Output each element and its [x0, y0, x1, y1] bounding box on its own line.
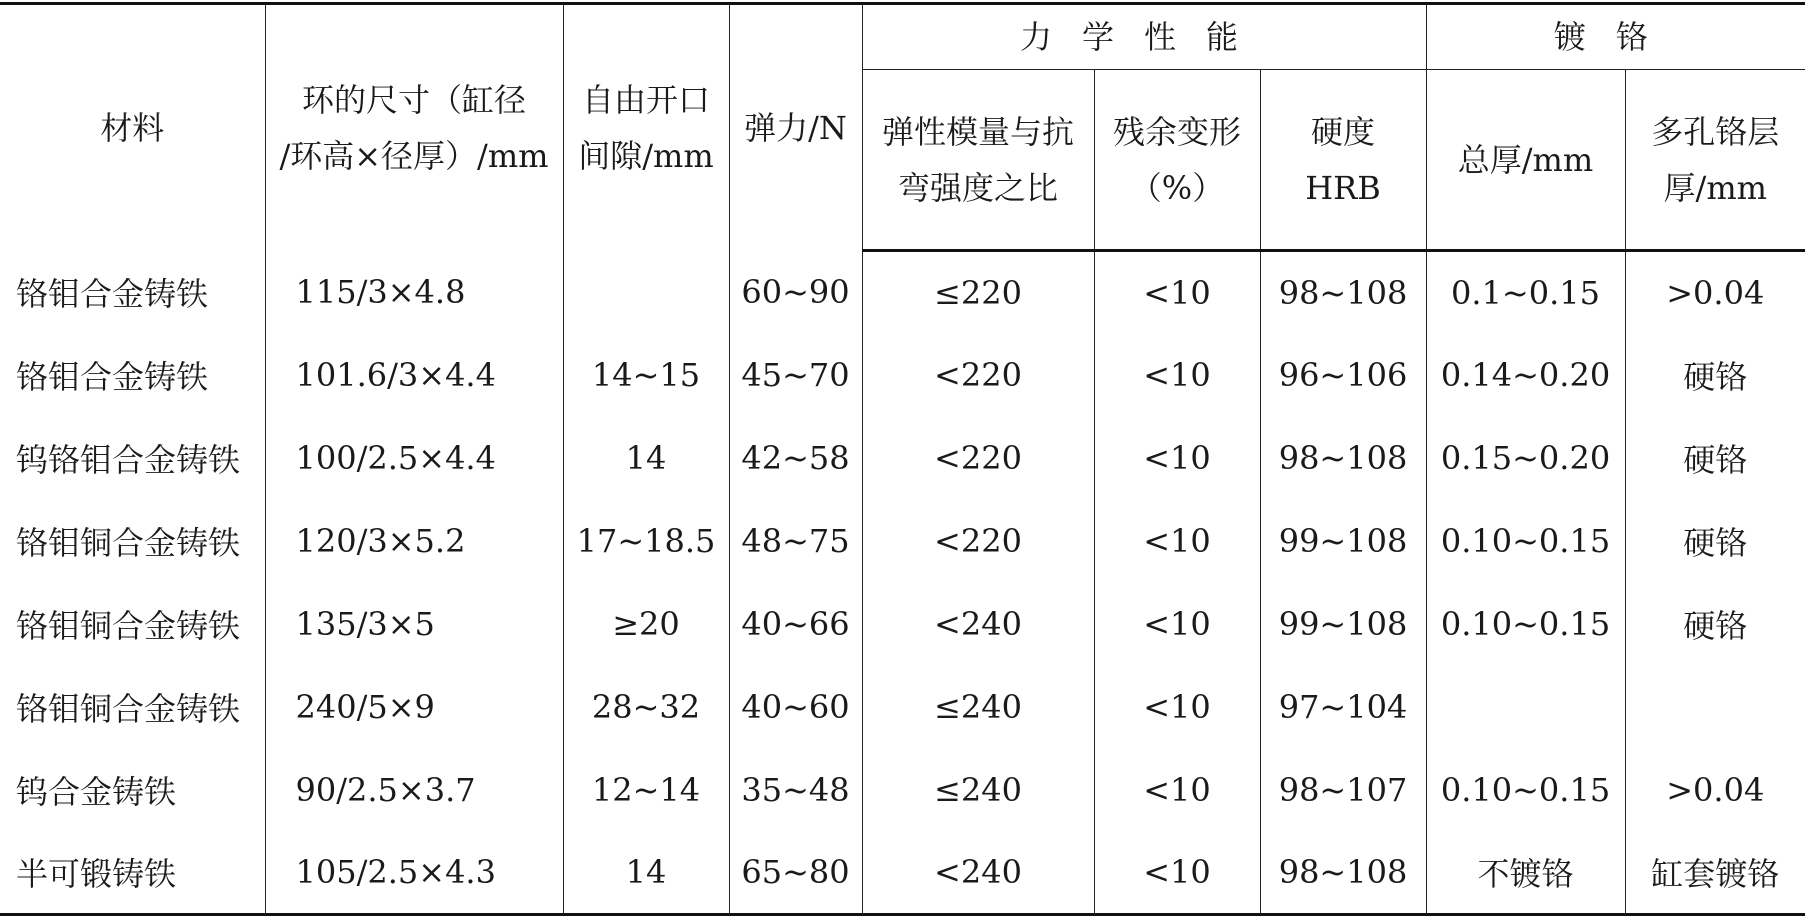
table-header [0, 4, 1805, 251]
cell-total-thickness: 0.10~0.15 [1426, 583, 1625, 666]
cell-ring-size: 120/3×5.2 [265, 500, 563, 583]
cell-residual: <10 [1094, 334, 1260, 417]
cell-ring-size: 240/5×9 [265, 666, 563, 749]
cell-modulus-ratio: <220 [862, 417, 1094, 500]
cell-force: 42~58 [729, 417, 862, 500]
cell-modulus-ratio: <220 [862, 334, 1094, 417]
cell-gap: 28~32 [563, 666, 729, 749]
header-ring-size-line2: /环高×径厚）/mm [279, 136, 549, 175]
header-modulus-ratio-line1: 弹性模量与抗 [881, 112, 1074, 151]
header-porous-thickness [1625, 70, 1805, 251]
cell-gap: 12~14 [563, 749, 729, 832]
table-row [0, 749, 1805, 832]
header-residual-line1: 残余变形 [1112, 112, 1241, 151]
table-row [0, 334, 1805, 417]
cell-modulus-ratio: ≤220 [862, 251, 1094, 334]
header-mechanical-group: 力学性能 [862, 4, 1426, 70]
cell-ring-size: 90/2.5×3.7 [265, 749, 563, 832]
cell-porous-thickness: >0.04 [1625, 251, 1805, 334]
cell-gap: ≥20 [563, 583, 729, 666]
cell-force: 40~66 [729, 583, 862, 666]
table-row [0, 500, 1805, 583]
cell-gap: 14~15 [563, 334, 729, 417]
table-row [0, 832, 1805, 915]
header-plating-group: 镀铬 [1426, 4, 1805, 70]
cell-total-thickness: 0.14~0.20 [1426, 334, 1625, 417]
cell-residual: <10 [1094, 251, 1260, 334]
cell-gap: 14 [563, 832, 729, 915]
header-gap-line1: 自由开口 [581, 80, 710, 119]
table-row [0, 417, 1805, 500]
cell-porous-thickness: 硬铬 [1625, 417, 1805, 500]
cell-material: 铬钼铜合金铸铁 [0, 583, 265, 666]
cell-hardness: 98~108 [1260, 417, 1426, 500]
table-body [0, 251, 1805, 915]
piston-ring-properties-table [0, 2, 1805, 916]
cell-material: 半可锻铸铁 [0, 832, 265, 915]
cell-total-thickness: 0.10~0.15 [1426, 749, 1625, 832]
table-row [0, 583, 1805, 666]
header-ring-size-line1: 环的尺寸（缸径 [301, 80, 526, 119]
cell-hardness: 96~106 [1260, 334, 1426, 417]
cell-ring-size: 105/2.5×4.3 [265, 832, 563, 915]
cell-porous-thickness: 硬铬 [1625, 334, 1805, 417]
header-hardness [1260, 70, 1426, 251]
cell-modulus-ratio: ≤240 [862, 749, 1094, 832]
cell-material: 铬钼铜合金铸铁 [0, 500, 265, 583]
cell-residual: <10 [1094, 832, 1260, 915]
cell-porous-thickness: 硬铬 [1625, 583, 1805, 666]
header-porous-thickness-line1: 多孔铬层 [1651, 112, 1780, 151]
cell-force: 40~60 [729, 666, 862, 749]
cell-hardness: 98~107 [1260, 749, 1426, 832]
cell-ring-size: 100/2.5×4.4 [265, 417, 563, 500]
cell-modulus-ratio: <240 [862, 583, 1094, 666]
cell-force: 48~75 [729, 500, 862, 583]
header-residual-line2: （%） [1129, 168, 1225, 207]
table-row [0, 251, 1805, 334]
cell-gap: 14 [563, 417, 729, 500]
cell-material: 钨合金铸铁 [0, 749, 265, 832]
cell-gap [563, 251, 729, 334]
header-residual [1094, 70, 1260, 251]
cell-hardness: 99~108 [1260, 500, 1426, 583]
header-total-thickness: 总厚/mm [1426, 70, 1625, 251]
cell-porous-thickness: >0.04 [1625, 749, 1805, 832]
header-modulus-ratio-line2: 弯强度之比 [897, 168, 1058, 207]
cell-material: 钨铬钼合金铸铁 [0, 417, 265, 500]
cell-residual: <10 [1094, 583, 1260, 666]
table-row [0, 666, 1805, 749]
cell-force: 60~90 [729, 251, 862, 334]
header-ring-size [265, 4, 563, 251]
cell-total-thickness [1426, 666, 1625, 749]
cell-hardness: 99~108 [1260, 583, 1426, 666]
cell-material: 铬钼铜合金铸铁 [0, 666, 265, 749]
cell-porous-thickness [1625, 666, 1805, 749]
cell-total-thickness: 0.1~0.15 [1426, 251, 1625, 334]
cell-residual: <10 [1094, 500, 1260, 583]
header-modulus-ratio [862, 70, 1094, 251]
cell-hardness: 98~108 [1260, 832, 1426, 915]
header-hardness-line1: 硬度 [1311, 112, 1376, 151]
cell-hardness: 98~108 [1260, 251, 1426, 334]
cell-force: 65~80 [729, 832, 862, 915]
cell-porous-thickness: 缸套镀铬 [1625, 832, 1805, 915]
cell-total-thickness: 0.10~0.15 [1426, 500, 1625, 583]
cell-modulus-ratio: <240 [862, 832, 1094, 915]
cell-modulus-ratio: <220 [862, 500, 1094, 583]
cell-residual: <10 [1094, 417, 1260, 500]
cell-ring-size: 135/3×5 [265, 583, 563, 666]
cell-force: 35~48 [729, 749, 862, 832]
cell-ring-size: 101.6/3×4.4 [265, 334, 563, 417]
cell-residual: <10 [1094, 749, 1260, 832]
cell-total-thickness: 0.15~0.20 [1426, 417, 1625, 500]
cell-modulus-ratio: ≤240 [862, 666, 1094, 749]
cell-porous-thickness: 硬铬 [1625, 500, 1805, 583]
cell-gap: 17~18.5 [563, 500, 729, 583]
header-material: 材料 [0, 4, 265, 251]
header-gap-line2: 间隙/mm [578, 136, 714, 175]
header-porous-thickness-line2: 厚/mm [1663, 168, 1768, 207]
cell-residual: <10 [1094, 666, 1260, 749]
cell-total-thickness: 不镀铬 [1426, 832, 1625, 915]
header-gap [563, 4, 729, 251]
cell-hardness: 97~104 [1260, 666, 1426, 749]
cell-material: 铬钼合金铸铁 [0, 251, 265, 334]
cell-material: 铬钼合金铸铁 [0, 334, 265, 417]
cell-ring-size: 115/3×4.8 [265, 251, 563, 334]
header-hardness-line2: HRB [1305, 168, 1381, 207]
header-force: 弹力/N [729, 4, 862, 251]
cell-force: 45~70 [729, 334, 862, 417]
